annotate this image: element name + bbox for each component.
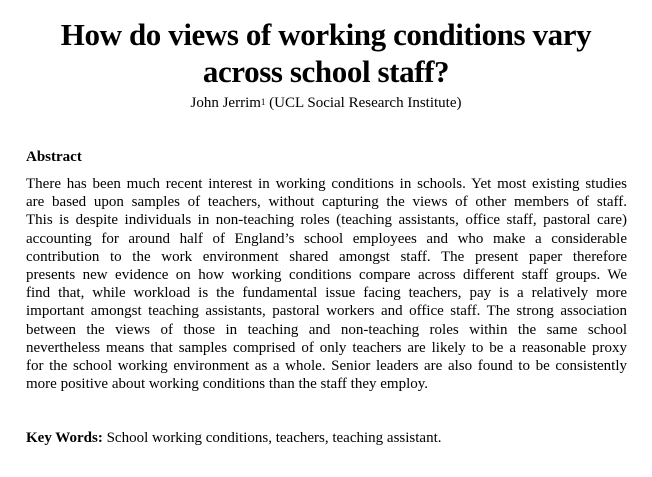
abstract-line: find that, while workload is the fundamental issue facing teachers, pay is a relatively more	[26, 285, 627, 302]
author-footnote-mark: 1	[260, 97, 266, 107]
author-affiliation: (UCL Social Research Institute)	[269, 95, 462, 111]
abstract-line: for the school working environment as a whole. Senior leaders are also found to be consistently	[26, 358, 627, 375]
abstract-line: There has been much recent interest in working conditions in schools. Yet most existing studies	[26, 176, 627, 192]
abstract-line: nevertheless means that samples comprised of only teachers are likely to be a reasonable proxy	[26, 339, 627, 356]
author-name: John Jerrim	[190, 95, 261, 111]
abstract-line: presents new evidence on how working conditions compare across different staff groups. We	[26, 267, 627, 284]
keywords	[26, 429, 442, 447]
paper-title-line-2: across school staff?	[202, 54, 450, 89]
abstract-body	[26, 175, 627, 393]
abstract-line: contribution to the work environment shared amongst staff. The present paper therefore	[26, 248, 627, 265]
author-line	[0, 94, 652, 112]
abstract-line: accounting for around half of England’s school employees and who make a considerable	[26, 230, 627, 247]
paper-title-line-1: How do views of working conditions vary	[60, 17, 592, 52]
abstract-heading: Abstract	[26, 149, 82, 165]
abstract-line: important amongst teaching assistants, pastoral workers and office staff. The strong association	[26, 303, 627, 320]
abstract-line: between the views of those in teaching and non-teaching roles within the same school	[26, 321, 627, 338]
abstract-line: are based upon samples of teachers, without capturing the views of other members of staff.	[26, 194, 627, 211]
abstract-line: This is despite individuals in non-teaching roles (teaching assistants, office staff, pastoral care)	[26, 212, 627, 229]
paper-title	[0, 16, 652, 90]
keywords-label: Key Words:	[26, 430, 103, 446]
keywords-text: School working conditions, teachers, teaching assistant.	[106, 430, 442, 446]
abstract-line: more positive about working conditions than the staff they employ.	[26, 376, 429, 393]
